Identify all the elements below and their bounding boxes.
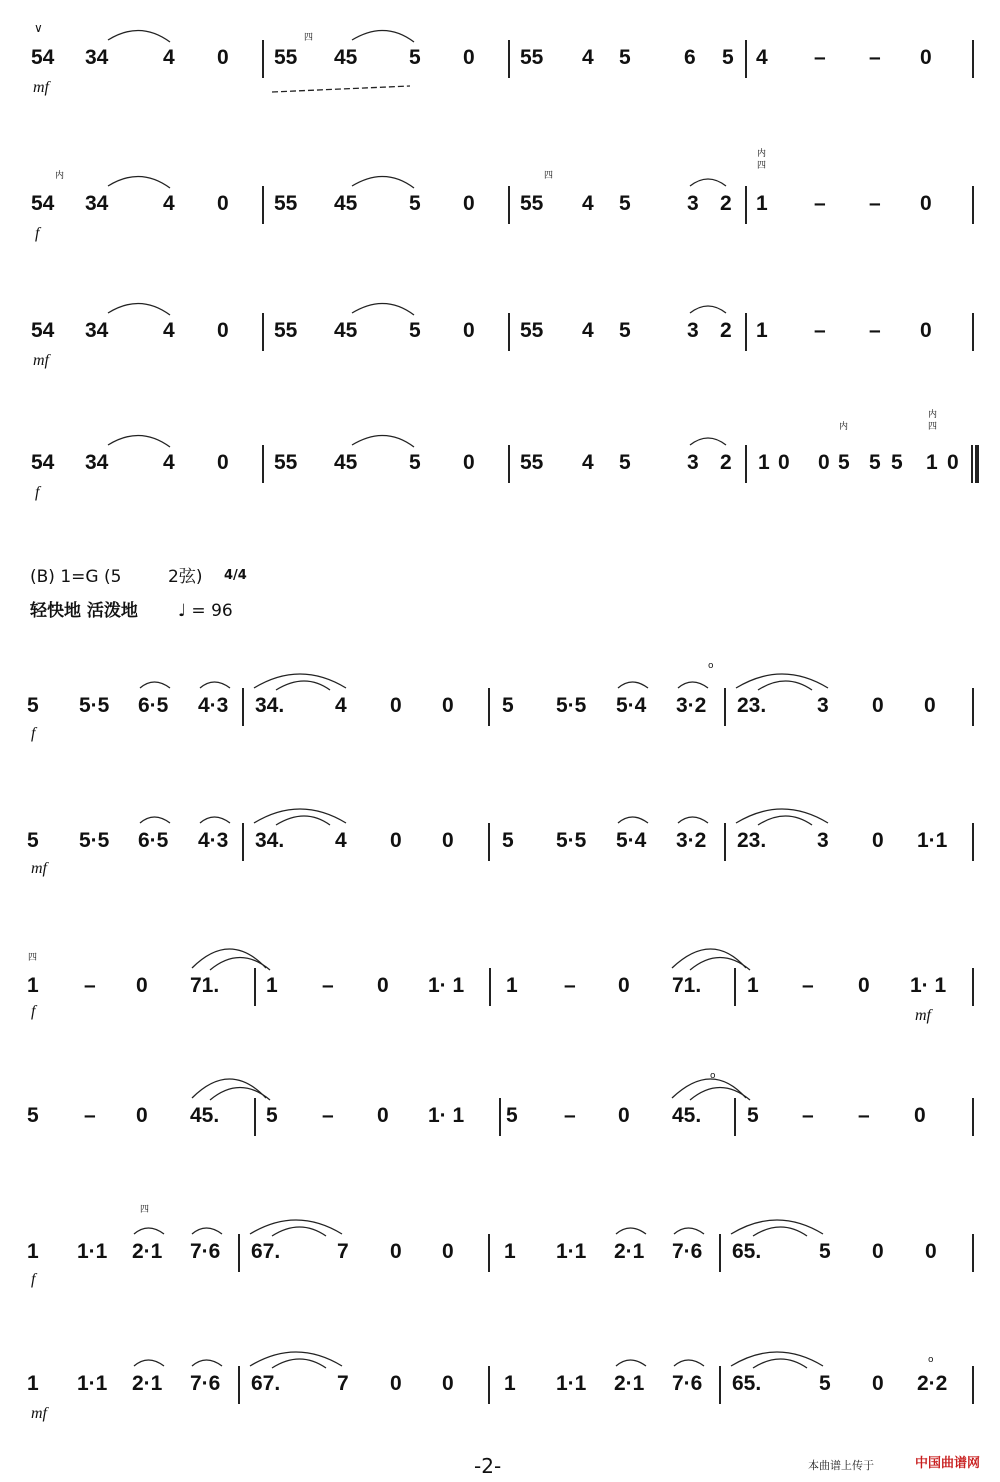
barline [238,1234,240,1272]
note: 5 [27,694,39,717]
rest: 0 [442,694,454,717]
note: 4 [582,46,594,69]
barline [242,688,244,726]
barline [508,313,510,351]
note-group: 7·6 [672,1240,703,1263]
rest: 0 [914,1104,926,1127]
note-group: 1·1 [77,1372,108,1395]
note: 5 [747,1104,759,1127]
note-group: 1·1 [917,829,948,852]
note-group: 7·6 [672,1372,703,1395]
note-group: 7·6 [190,1372,221,1395]
tempo-value: ♩ = 96 [178,601,233,621]
rest: 0 [217,319,229,342]
score-line-b4 [22,1071,982,1178]
barline [508,445,510,483]
string-tuning: 2弦) [168,567,203,587]
note-group: 23. [737,694,767,717]
barline [254,968,256,1006]
rest: 0 [390,1372,402,1395]
note: 3 [687,451,699,474]
barline [488,688,490,726]
note-group: 54 [31,451,55,474]
dash: – [802,974,814,997]
note: 3 [817,694,829,717]
note-group: 4·3 [198,694,229,717]
note: 1 [926,451,938,474]
barline [972,688,974,726]
score-line-a1 [22,21,982,120]
note: 5 [838,451,850,474]
note: 5 [409,192,421,215]
note: 1 [747,974,759,997]
rest: 0 [818,451,830,474]
slur [192,1079,266,1098]
note: 4 [163,319,175,342]
barline [719,1234,721,1272]
score-line-b6 [22,1355,982,1446]
note-group: 6·5 [138,694,169,717]
note-group: 55 [520,319,544,342]
note: 5 [27,1104,39,1127]
site-logo: 中国曲谱网 [915,1456,981,1471]
note-group: 55 [274,46,298,69]
barline [488,1366,490,1404]
note: 5 [502,829,514,852]
barline [238,1366,240,1404]
finger-mark: 内 [55,171,65,181]
slur [690,438,726,445]
note-group: 1·1 [556,1240,587,1263]
barline [489,968,491,1006]
note-group: 67. [251,1372,281,1395]
note: 5 [891,451,903,474]
rest: 0 [858,974,870,997]
barline [508,186,510,224]
dynamic-marking: f [35,484,40,501]
note-group: 1· 1 [428,1104,465,1127]
slur [690,306,726,313]
note-group: 34 [85,46,109,69]
finger-mark: 内 [839,422,849,432]
barline [262,313,264,351]
barline [745,445,747,483]
dynamic-marking: mf [31,1405,47,1422]
note: 5 [619,46,631,69]
dynamic-marking: f [31,1003,36,1020]
dash: – [869,192,881,215]
note-group: 3·2 [676,694,707,717]
note-group: 3·2 [676,829,707,852]
note: 5 [619,192,631,215]
barline [499,1098,501,1136]
dash: – [322,974,334,997]
note: 3 [687,319,699,342]
note-group: 5·4 [616,694,647,717]
rest: 0 [872,694,884,717]
note: 1 [756,319,768,342]
note-group: 1· 1 [910,974,947,997]
note: 1 [27,1372,39,1395]
slur [254,809,346,823]
note: 5 [409,46,421,69]
slur [250,1352,342,1366]
note-group: 65. [732,1372,762,1395]
note: 4 [582,451,594,474]
note: 2 [720,192,732,215]
note-group: 55 [274,192,298,215]
note-group: 55 [274,319,298,342]
note: 3 [687,192,699,215]
key-signature: (B) 1=G (5 [30,567,122,587]
note: 4 [335,829,347,852]
rest: 0 [217,451,229,474]
rest: 0 [463,46,475,69]
rest: 0 [390,694,402,717]
dash: – [814,46,826,69]
score-line-a3 [22,313,982,393]
dash: – [564,1104,576,1127]
double-barline-thin [971,445,973,483]
barline [745,40,747,78]
rest: 0 [463,319,475,342]
note-group: 34. [255,694,285,717]
finger-mark: 内 [757,149,767,159]
note-group: 2·1 [614,1240,645,1263]
rest: 0 [377,974,389,997]
note: 1 [266,974,278,997]
note: 5 [409,319,421,342]
rest: 0 [136,1104,148,1127]
note-group: 55 [520,192,544,215]
note: 1 [27,1240,39,1263]
barline [972,313,974,351]
note: 4 [163,192,175,215]
note: 4 [582,192,594,215]
note: 4 [163,451,175,474]
time-signature: 4/4 [224,568,247,583]
dash: – [858,1104,870,1127]
upload-credit: 本曲谱上传于 [808,1459,874,1472]
slur [672,949,746,968]
barline [972,1366,974,1404]
barline [488,823,490,861]
note: 4 [163,46,175,69]
note-group: 55 [274,451,298,474]
barline [972,186,974,224]
barline [734,1098,736,1136]
note-group: 67. [251,1240,281,1263]
rest: 0 [924,694,936,717]
barline [745,313,747,351]
note: 5 [409,451,421,474]
dynamic-marking: f [35,225,40,242]
note: 5 [27,829,39,852]
note-group: 45. [672,1104,702,1127]
dynamic-marking: mf [33,352,49,369]
finger-mark: 内 [928,410,938,420]
slur [250,1220,342,1234]
rest: 0 [136,974,148,997]
score-line-a2 [22,149,982,266]
note: 7 [337,1240,349,1263]
rest: 0 [390,829,402,852]
score-line-b3 [22,953,982,1048]
finger-mark: o [708,661,714,671]
note-group: 7·6 [190,1240,221,1263]
slur [690,179,726,186]
slur [672,1079,746,1098]
note: 5 [619,319,631,342]
score-line-b2 [22,823,982,903]
note-group: 45 [334,46,358,69]
slur [192,949,266,968]
rest: 0 [390,1240,402,1263]
note: 6 [684,46,696,69]
rest: 0 [872,829,884,852]
rest: 0 [463,192,475,215]
note-group: 1·1 [556,1372,587,1395]
note-group: 34 [85,451,109,474]
note-group: 34 [85,192,109,215]
slur [736,674,828,688]
note: 5 [619,451,631,474]
finger-mark: 四 [928,422,938,432]
dynamic-marking: mf [33,79,49,96]
note: 7 [337,1372,349,1395]
dynamic-marking: mf [915,1007,931,1024]
note-group: 34. [255,829,285,852]
note: 4 [756,46,768,69]
note-group: 55 [520,451,544,474]
dash: – [322,1104,334,1127]
finger-mark: o [928,1355,934,1365]
barline [724,688,726,726]
note-group: 1·1 [77,1240,108,1263]
dash: – [84,1104,96,1127]
rest: 0 [920,319,932,342]
note-group: 2·1 [132,1372,163,1395]
rest: 0 [872,1240,884,1263]
note-group: 5·5 [556,829,587,852]
rest: 0 [618,974,630,997]
note: 2 [720,319,732,342]
note-group: 54 [31,319,55,342]
dash: – [564,974,576,997]
bow-mark: ∨ [34,21,43,35]
note-group: 5·4 [616,829,647,852]
note-group: 2·1 [132,1240,163,1263]
dynamic-marking: mf [31,860,47,877]
note: 5 [502,694,514,717]
barline [745,186,747,224]
note: 1 [504,1372,516,1395]
barline [254,1098,256,1136]
double-barline-thick [975,445,979,483]
note-group: 45. [190,1104,220,1127]
barline [972,823,974,861]
note-group: 5·5 [556,694,587,717]
finger-mark: 四 [140,1205,150,1215]
note-group: 54 [31,192,55,215]
barline [719,1366,721,1404]
barline [972,1098,974,1136]
rest: 0 [920,46,932,69]
note: 3 [817,829,829,852]
rest: 0 [442,1240,454,1263]
rest: 0 [947,451,959,474]
note-group: 34 [85,319,109,342]
barline [724,823,726,861]
score-line-a4 [22,410,982,525]
rest: 0 [920,192,932,215]
slur [731,1352,823,1366]
note: 2 [720,451,732,474]
note-group: 65. [732,1240,762,1263]
slur [731,1220,823,1234]
rest: 0 [442,829,454,852]
barline [262,186,264,224]
note-group: 2·1 [614,1372,645,1395]
note: 5 [819,1372,831,1395]
dash: – [869,46,881,69]
rest: 0 [217,192,229,215]
rest: 0 [618,1104,630,1127]
barline [508,40,510,78]
rest: 0 [442,1372,454,1395]
note-group: 71. [190,974,220,997]
note-group: 54 [31,46,55,69]
note-group: 5·5 [79,694,110,717]
note: 5 [506,1104,518,1127]
score-line-b1 [22,661,982,768]
note: 4 [335,694,347,717]
dash: – [802,1104,814,1127]
note-group: 45 [334,319,358,342]
tempo-text: 轻快地 活泼地 [30,601,138,621]
note-group: 45 [334,451,358,474]
note-group: 6·5 [138,829,169,852]
barline [262,445,264,483]
note-group: 1· 1 [428,974,465,997]
barline [734,968,736,1006]
note: 1 [27,974,39,997]
barline [972,968,974,1006]
dynamic-marking: f [31,1271,36,1288]
barline [488,1234,490,1272]
note: 1 [756,192,768,215]
score-line-b5 [22,1205,982,1314]
slur [254,674,346,688]
barline [972,40,974,78]
barline [242,823,244,861]
note-group: 55 [520,46,544,69]
note: 1 [758,451,770,474]
rest: 0 [463,451,475,474]
dynamic-marking: f [31,725,36,742]
finger-mark: 四 [304,33,314,43]
finger-mark: 四 [757,161,767,171]
note-group: 4·3 [198,829,229,852]
dash: – [814,192,826,215]
note-group: 2·2 [917,1372,948,1395]
rest: 0 [778,451,790,474]
dash: – [869,319,881,342]
note: 1 [506,974,518,997]
finger-mark: o [710,1071,716,1081]
note: 4 [582,319,594,342]
rest: 0 [217,46,229,69]
rest: 0 [925,1240,937,1263]
barline [972,1234,974,1272]
note: 1 [504,1240,516,1263]
finger-mark: 四 [544,171,554,181]
page-number: -2- [474,1454,502,1478]
note: 5 [869,451,881,474]
barline [262,40,264,78]
dash: – [84,974,96,997]
note-group: 5·5 [79,829,110,852]
note-group: 45 [334,192,358,215]
finger-mark: 四 [28,953,38,963]
note-group: 71. [672,974,702,997]
rest: 0 [872,1372,884,1395]
note-group: 23. [737,829,767,852]
slur [736,809,828,823]
dash: – [814,319,826,342]
note: 5 [266,1104,278,1127]
note: 5 [819,1240,831,1263]
rest: 0 [377,1104,389,1127]
note: 5 [722,46,734,69]
